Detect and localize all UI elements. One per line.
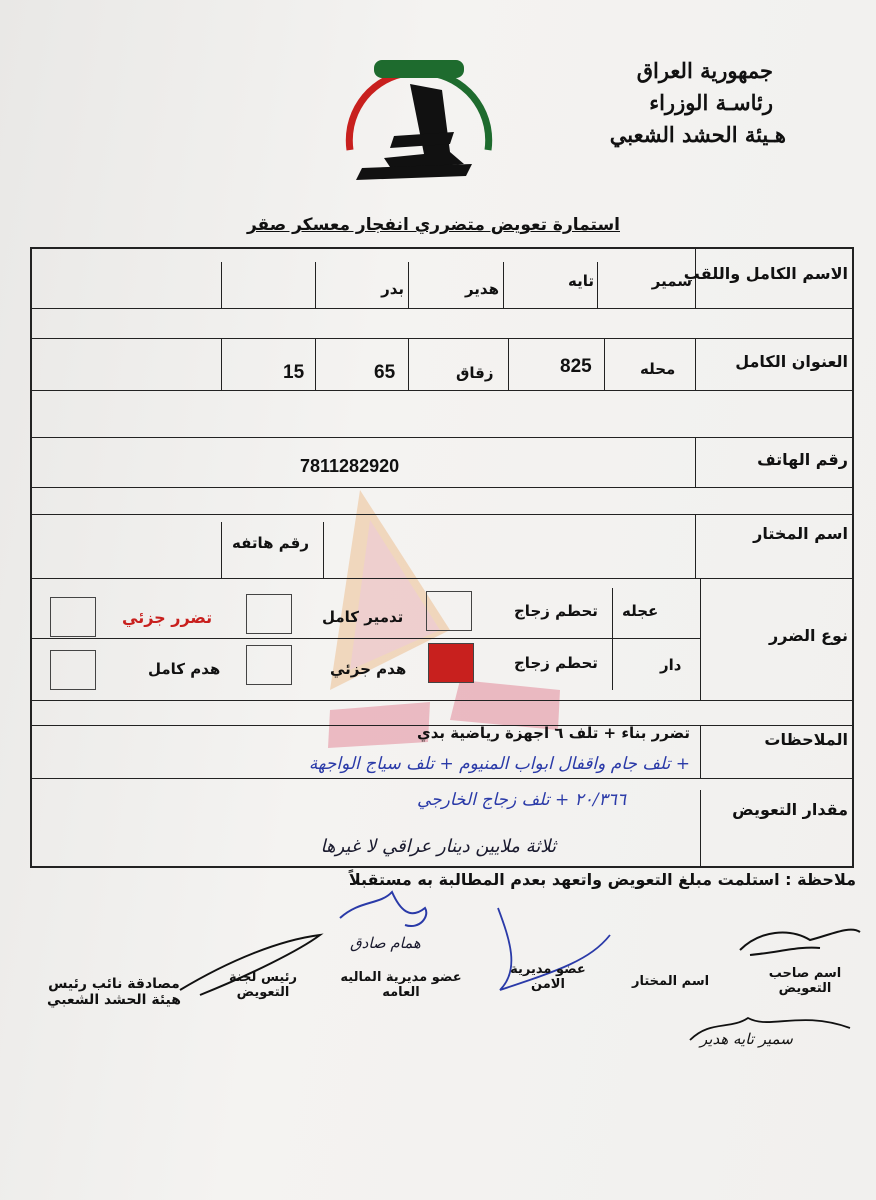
house-full-label: هدم كامل bbox=[148, 660, 221, 678]
mahalla-label: محله bbox=[640, 360, 676, 378]
vehicle-label: عجله bbox=[622, 602, 659, 620]
mahalla-value[interactable]: 825 bbox=[560, 356, 592, 377]
vehicle-partial-label: تضرر جزئي bbox=[122, 608, 213, 627]
house-partial-label: هدم جزئي bbox=[330, 660, 407, 678]
signatory-committee: رئيس لجنة التعويض bbox=[228, 970, 297, 1000]
owner-signature-name: سمير تايه هدير bbox=[700, 1030, 793, 1048]
mukhtar-phone-label: رقم هاتفه bbox=[232, 534, 309, 552]
vehicle-partial-checkbox[interactable] bbox=[50, 597, 96, 637]
finance-signature-name: همام صادق bbox=[350, 934, 421, 952]
signatory-mukhtar: اسم المختار bbox=[632, 974, 710, 989]
damage-type-label: نوع الضرر bbox=[769, 626, 848, 645]
house-label: دار bbox=[660, 656, 682, 674]
notes-line-2[interactable]: + تلف جام واقفال ابواب المنيوم + تلف سياج الواجهة bbox=[308, 754, 690, 774]
vehicle-glass-label: تحطم زجاج bbox=[514, 602, 598, 620]
address-label: العنوان الكامل bbox=[735, 352, 848, 371]
signatory-security: عضو مديرية الامن bbox=[510, 962, 586, 992]
mukhtar-label: اسم المختار bbox=[753, 524, 848, 543]
vehicle-destroyed-label: تدمير كامل bbox=[322, 608, 404, 626]
name-part-2[interactable]: تايه bbox=[568, 272, 594, 290]
phone-value[interactable]: 7811282920 bbox=[300, 456, 400, 476]
header-ministry: رئاسـة الوزراء bbox=[649, 90, 773, 115]
name-part-3[interactable]: هدير bbox=[464, 280, 499, 298]
dar-value[interactable]: 15 bbox=[283, 362, 305, 383]
compensation-amount[interactable]: ثلاثة ملايين دينار عراقي لا غيرها bbox=[320, 836, 556, 857]
vehicle-glass-checkbox[interactable] bbox=[426, 591, 472, 631]
name-part-1[interactable]: سمير bbox=[651, 272, 692, 290]
declaration-note: ملاحظة : استلمت مبلغ التعويض واتعهد بعدم المطالبة به مستقبلاً bbox=[348, 870, 856, 889]
notes-label: الملاحظات bbox=[764, 730, 848, 749]
signatory-owner: اسم صاحب التعويض bbox=[768, 966, 842, 996]
house-glass-label: تحطم زجاج bbox=[514, 654, 598, 672]
notes-line-3[interactable]: ٢٠/٣٦٦ + تلف زجاج الخارجي bbox=[416, 790, 626, 810]
notes-line-1[interactable]: تضرر بناء + تلف ٦ اجهزة رياضية بدي bbox=[416, 724, 690, 742]
house-partial-checkbox[interactable] bbox=[246, 645, 292, 685]
house-full-checkbox[interactable] bbox=[50, 650, 96, 690]
full-name-label: الاسم الكامل واللقب bbox=[683, 264, 848, 283]
compensation-label: مقدار التعويض bbox=[732, 800, 848, 819]
zuqaq-label: زقاق bbox=[456, 364, 494, 382]
zuqaq-value[interactable]: 65 bbox=[374, 362, 396, 383]
header-organization: هـيئة الحشد الشعبي bbox=[609, 122, 786, 147]
phone-label: رقم الهاتف bbox=[757, 450, 848, 469]
name-part-4[interactable]: بدر bbox=[381, 280, 404, 298]
signatory-finance: عضو مديرية الماليه العامه bbox=[340, 970, 462, 1000]
vehicle-destroyed-checkbox[interactable] bbox=[246, 594, 292, 634]
form-title: استمارة تعويض متضرري انفجار معسكر صقر bbox=[246, 215, 620, 235]
house-glass-checkbox[interactable] bbox=[428, 643, 474, 683]
header-country: جمهورية العراق bbox=[636, 58, 773, 83]
organization-logo bbox=[332, 52, 507, 187]
signatory-deputy: مصادقة نائب رئيس هيئة الحشد الشعبي bbox=[47, 976, 181, 1008]
